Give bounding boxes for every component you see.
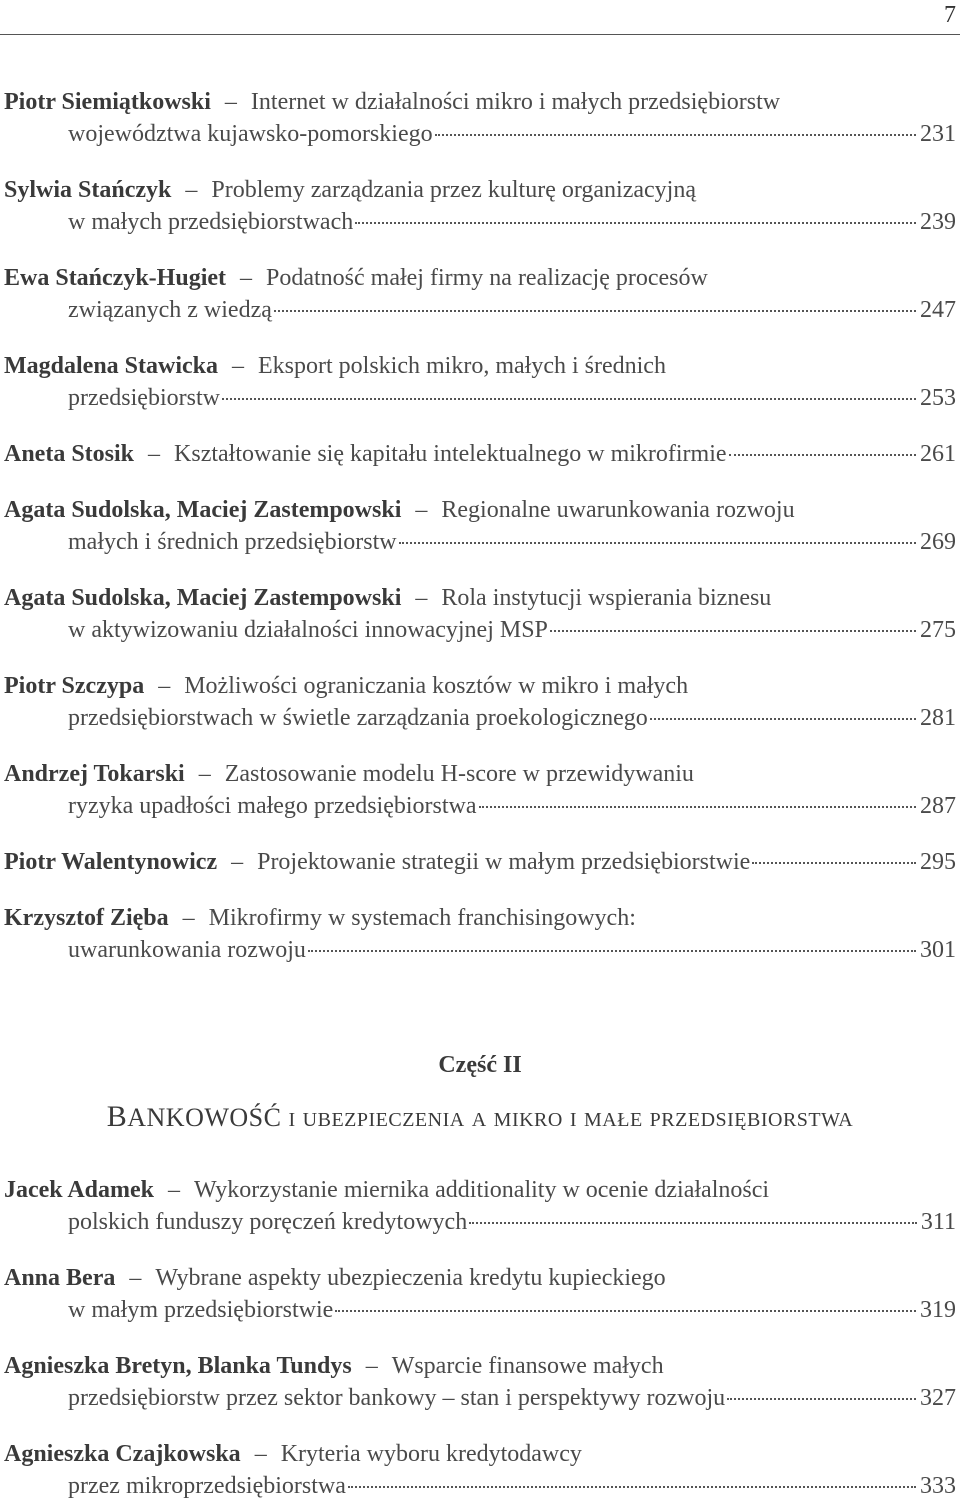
part-heading: Część II [438,1052,522,1078]
entry-page-number: 333 [920,1473,956,1499]
entry-dash: – [182,905,195,931]
leader-dots [355,222,916,224]
entry-author: Andrzej Tokarski [4,761,185,787]
entry-author: Piotr Szczypa [4,673,145,699]
entry-title-line: Wykorzystanie miernika additionality w ocenie działalności [194,1177,770,1203]
header-rule [0,34,960,35]
entry-author: Agata Sudolska [4,585,165,611]
entry-page-number: 253 [920,385,956,411]
entry-page-number: 311 [920,1209,956,1235]
entry-title-line: Kształtowanie się kapitału intelektualnego w mikrofirmie [174,441,727,467]
entry-page-number: 281 [920,705,956,731]
toc-entry: Agnieszka Bretyn , Blanka Tundys – Wsparcie finansowe małych przedsiębiorstw przez sektor bankowy – stan i perspektywy rozwoju 327 [4,1350,956,1414]
entry-title-line: polskich funduszy poręczeń kredytowych [68,1209,468,1235]
entry-title-line: Możliwości ograniczania kosztów w mikro i małych [184,673,689,699]
entry-dash: – [415,585,428,611]
page-number: 7 [944,2,956,28]
entry-author: Magdalena Stawicka [4,353,219,379]
entry-author: Piotr Walentynowicz [4,849,218,875]
leader-dots [752,862,916,864]
leader-dots [335,1310,916,1312]
leader-dots [348,1486,916,1488]
entry-author: Krzysztof Zięba [4,905,169,931]
toc-entry [4,902,956,966]
entry-title-line: przedsiębiorstw przez sektor bankowy – stan i perspektywy rozwoju [68,1385,726,1411]
leader-dots [308,950,916,952]
entry-title-line: Eksport polskich mikro, małych i średnich [258,353,666,379]
leader-dots [727,1398,916,1400]
entry-title-line: uwarunkowania rozwoju [68,937,306,963]
entry-title-line: Projektowanie strategii w małym przedsiębiorstwie [257,849,751,875]
toc-entry [4,758,956,822]
entry-dash: – [185,177,198,203]
entry-title-line: Mikrofirmy w systemach franchisingowych: [208,905,636,931]
entry-author: Aneta Stosik [4,441,135,467]
entry-author: Ewa Stańczyk-Hugiet [4,265,226,291]
entry-title-line: Internet w działalności mikro i małych przedsiębiorstw [250,89,781,115]
part-title: BANKOWOŚĆ I UBEZPIECZENIA A MIKRO I MAŁE PRZEDSIĘBIORSTWA [106,1100,854,1133]
leader-dots [222,398,916,400]
entry-page-number: 247 [920,297,956,323]
entry-author: Agnieszka Bretyn [4,1353,186,1379]
entry-dash: – [240,265,252,291]
entry-page-number: 295 [920,849,956,875]
entry-dash: – [415,497,428,523]
leader-dots [479,806,916,808]
entry-page-number: 327 [920,1385,956,1411]
entry-title-line: Rola instytucji wspierania biznesu [441,585,772,611]
toc-entry: Agata Sudolska , Maciej Zastempowski – Rola instytucji wspierania biznesu w aktywizowaniu działalności innowacyjnej MSP 275 [4,582,956,646]
toc-entry [4,262,956,326]
entry-author: Agata Sudolska [4,497,165,523]
toc-entry [4,1174,956,1238]
entry-page-number: 231 [920,121,956,147]
toc-entry [4,670,956,734]
toc-entry [4,350,956,414]
entry-dash: – [232,353,245,379]
entry-dash: – [129,1265,142,1291]
entry-title-line: Wsparcie finansowe małych [391,1353,664,1379]
entry-page-number: 287 [920,793,956,819]
toc-entry [4,1438,956,1502]
entry-dash: – [168,1177,180,1203]
entry-title-line: Regionalne uwarunkowania rozwoju [441,497,795,523]
entry-author: Sylwia Stańczyk [4,177,172,203]
toc-entry [4,1262,956,1326]
toc-entry [4,846,956,878]
entry-author: Maciej Zastempowski [176,585,402,611]
entry-author: Agnieszka Czajkowska [4,1441,241,1467]
entry-title-line: związanych z wiedzą [68,297,272,323]
entry-title-line: w aktywizowaniu działalności innowacyjnej MSP [68,617,548,643]
leader-dots [274,310,916,312]
leader-dots [469,1222,917,1224]
entry-page-number: 275 [920,617,956,643]
leader-dots [729,454,916,456]
entry-author: Blanka Tundys [197,1353,352,1379]
entry-dash: – [158,673,171,699]
entry-title-line: Problemy zarządzania przez kulturę organizacyjną [211,177,696,203]
entry-dash: – [365,1353,378,1379]
entry-title-line: ryzyka upadłości małego przedsiębiorstwa [68,793,477,819]
entry-page-number: 269 [920,529,956,555]
entry-title-line: Kryteria wyboru kredytodawcy [280,1441,582,1467]
entry-page-number: 239 [920,209,956,235]
entry-author: Jacek Adamek [4,1177,154,1203]
entry-author: Anna Bera [4,1265,116,1291]
entry-dash: – [198,761,211,787]
entry-page-number: 261 [920,441,956,467]
entry-title-line: przez mikroprzedsiębiorstwa [68,1473,346,1499]
entry-title-line: województwa kujawsko-pomorskiego [68,121,433,147]
entry-title-line: w małym przedsiębiorstwie [68,1297,334,1323]
entry-title-line: w małych przedsiębiorstwach [68,209,354,235]
toc-entry [4,174,956,238]
entry-page-number: 319 [920,1297,956,1323]
entry-page-number: 301 [920,937,956,963]
entry-title-line: małych i średnich przedsiębiorstw [68,529,397,555]
toc-entry [4,438,956,470]
entry-title-line: Zastosowanie modelu H-score w przewidywaniu [224,761,694,787]
toc-entry: Agata Sudolska , Maciej Zastempowski – Regionalne uwarunkowania rozwoju małych i średnich przedsiębiorstw 269 [4,494,956,558]
entry-title-line: przedsiębiorstwach w świetle zarządzania proekologicznego [68,705,648,731]
entry-dash: – [231,849,244,875]
entry-dash: – [224,89,237,115]
entry-title-line: Wybrane aspekty ubezpieczenia kredytu kupieckiego [155,1265,666,1291]
entry-title-line: Podatność małej firmy na realizację procesów [266,265,708,291]
entry-author: Maciej Zastempowski [176,497,402,523]
entry-title-line: przedsiębiorstw [68,385,220,411]
entry-dash: – [254,1441,267,1467]
leader-dots [550,630,916,632]
entry-dash: – [148,441,161,467]
leader-dots [399,542,916,544]
entry-author: Piotr Siemiątkowski [4,89,211,115]
leader-dots [650,718,916,720]
leader-dots [435,134,916,136]
toc-entry [4,86,956,150]
